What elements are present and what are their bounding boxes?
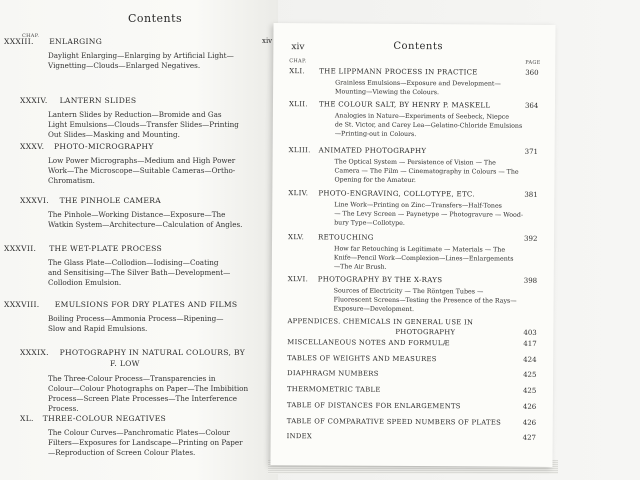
- right-chap-label: CHAP.: [289, 58, 307, 65]
- toc-entry-description: Grainless Emulsions—Exposure and Development— Mounting—Viewing the Colours.: [335, 79, 501, 97]
- toc-entry-title: PHOTOGRAPHY IN NATURAL COLOURS, BY: [59, 348, 246, 357]
- toc-entry-title: THE COLOUR SALT, BY HENRY P. MASKELL: [318, 100, 491, 110]
- toc-entry-number: XXXIX.: [20, 348, 49, 357]
- right-page-folio: xiv: [291, 42, 305, 53]
- toc-entry-title: THE PINHOLE CAMERA: [59, 196, 162, 205]
- appendix-entry-title: THERMOMETRIC TABLE: [286, 385, 381, 394]
- toc-entry-title: ANIMATED PHOTOGRAPHY: [318, 146, 427, 156]
- toc-entry-page: 371: [524, 147, 539, 156]
- toc-entry-title: THREE-COLOUR NEGATIVES: [42, 414, 167, 423]
- appendix-entry-title: APPENDICES. CHEMICALS IN GENERAL USE IN: [287, 317, 474, 327]
- appendix-entry-page: 417: [523, 339, 537, 348]
- toc-entry-title: PHOTO-ENGRAVING, COLLOTYPE, ETC.: [318, 189, 475, 199]
- right-page: [270, 23, 555, 467]
- toc-entry-description: The Optical System — Persistence of Vision — The Camera — The Film — Cinematography in Colours — The Opening for the Amateur.: [334, 158, 519, 185]
- appendix-entry-title: DIAPHRAGM NUMBERS: [287, 369, 379, 378]
- toc-entry-number: XXXVII.: [4, 244, 37, 253]
- toc-entry-page: 360: [525, 68, 539, 77]
- toc-entry-description: The Glass Plate—Collodion—Iodising—Coating and Sensitising—The Silver Bath—Development— Collodion Emulsion.: [48, 258, 231, 287]
- toc-entry-description: Boiling Process—Ammonia Process—Ripening— Slow and Rapid Emulsions.: [48, 314, 224, 333]
- toc-entry-description: Daylight Enlarging—Enlarging by Artificial Light— Vignetting—Clouds—Enlarged Negatives.: [48, 51, 234, 70]
- toc-entry-description: Line Work—Printing on Zinc—Transfers—Half-Tones — The Levy Screen — Paynetype — Photogravure — Wood- bury Type—Collotype.: [334, 201, 524, 227]
- toc-entry-title: PHOTO-MICROGRAPHY: [54, 142, 154, 151]
- right-page-header: Contents: [393, 40, 444, 53]
- toc-entry-description: The Colour Curves—Panchromatic Plates—Colour Filters—Exposures for Landscape—Printing on Paper —Reproduction of Screen Colour Plates.: [48, 428, 243, 457]
- appendix-entry-title: MISCELLANEOUS NOTES AND FORMULÆ: [287, 338, 450, 348]
- appendix-entry-title: TABLE OF COMPARATIVE SPEED NUMBERS OF PLATES: [286, 417, 502, 427]
- left-page: [0, 0, 278, 480]
- appendix-entry-page: 425: [523, 370, 537, 379]
- toc-entry-number: XXXVIII.: [4, 300, 40, 309]
- toc-entry-description: The Three-Colour Process—Transparencies in Colour—Colour Photographs on Paper—The Imbibition Process—Screen Plate Processes—The Interference Process.: [48, 374, 249, 413]
- toc-entry-number: XLVI.: [287, 275, 309, 284]
- appendix-entry-page: 403: [523, 328, 537, 337]
- toc-entry-title: RETOUCHING: [318, 233, 374, 242]
- right-page-label: PAGE: [525, 59, 541, 66]
- toc-entry-title: PHOTOGRAPHY BY THE X-RAYS: [317, 275, 443, 285]
- toc-entry-number: XXXIII.: [4, 37, 34, 46]
- appendix-entry-page: 427: [522, 433, 537, 442]
- toc-entry-description: Lantern Slides by Reduction—Bromide and Gas Light Emulsions—Clouds—Transfer Slides—Printing Out Slides—Masking and Mounting.: [48, 110, 239, 139]
- appendix-entry-title-continued: PHOTOGRAPHY: [395, 327, 456, 337]
- appendix-entry-title: TABLES OF WEIGHTS AND MEASURES: [287, 354, 437, 364]
- toc-entry-title: ENLARGING: [49, 37, 103, 46]
- appendix-entry-page: 426: [522, 418, 537, 427]
- toc-entry-page: 398: [523, 276, 538, 285]
- toc-entry-description: Sources of Electricity — The Röntgen Tubes — Fluorescent Screens—Testing the Presence of the Rays— Exposure—Development.: [333, 287, 517, 314]
- toc-entry-number: XXXV.: [20, 142, 45, 151]
- toc-entry-title: EMULSIONS FOR DRY PLATES AND FILMS: [54, 300, 238, 309]
- toc-entry-title: THE WET-PLATE PROCESS: [49, 244, 163, 253]
- toc-entry-number: XLII.: [288, 100, 308, 109]
- appendix-entry-title: TABLE OF DISTANCES FOR ENLARGEMENTS: [286, 401, 461, 411]
- toc-entry-description: The Pinhole—Working Distance—Exposure—The Watkin System—Architecture—Calculation of Angles.: [48, 210, 243, 229]
- appendix-entry-page: 424: [523, 355, 537, 364]
- left-page-header: Contents: [128, 12, 183, 25]
- toc-entry-page: 392: [524, 234, 538, 243]
- toc-entry-description: How far Retouching is Legitimate — Materials — The Knife—Pencil Work—Complexion—Lines—Enlargements —The Air Brush.: [333, 245, 514, 271]
- toc-entry-title: LANTERN SLIDES: [59, 96, 137, 105]
- left-chap-label: CHAP.: [22, 33, 40, 39]
- toc-entry-description: Low Power Micrographs—Medium and High Power Work—The Microscope—Suitable Cameras—Ortho- Chromatism.: [48, 156, 236, 185]
- toc-entry-description: Analogies in Nature—Experiments of Seebeck, Niepce de St. Victor, and Carey Lea—Gelatino-Chloride Emulsions —Printing-out in Colours.: [334, 112, 523, 139]
- toc-entry-number: XL.: [20, 414, 34, 423]
- toc-entry-number: XLIV.: [288, 189, 309, 198]
- toc-entry-number: XLV.: [288, 233, 305, 242]
- appendix-entry-page: 426: [522, 402, 537, 411]
- toc-entry-title: THE LIPPMANN PROCESS IN PRACTICE: [319, 67, 478, 77]
- toc-entry-title-continued: F. LOW: [110, 359, 140, 368]
- toc-entry-number: XXXVI.: [20, 196, 49, 205]
- appendix-entry-page: 425: [522, 386, 537, 395]
- toc-entry-page: 381: [524, 190, 538, 199]
- toc-entry-page: 364: [524, 101, 539, 110]
- toc-entry-page: xiv: [262, 37, 273, 45]
- toc-entry-number: XXXIV.: [20, 96, 48, 105]
- appendix-entry-title: INDEX: [286, 432, 313, 441]
- toc-entry-number: XLIII.: [288, 146, 311, 155]
- toc-entry-number: XLI.: [289, 67, 306, 76]
